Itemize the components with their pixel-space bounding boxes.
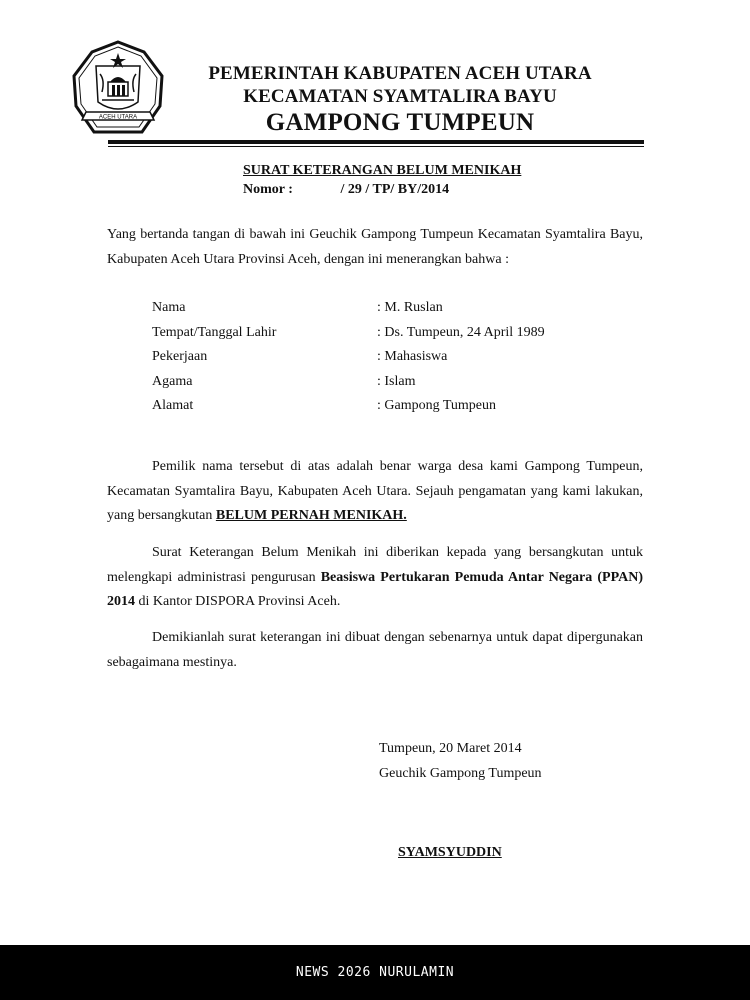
letterhead-village: GAMPONG TUMPEUN bbox=[265, 109, 535, 136]
statement-emphasis: BELUM PERNAH MENIKAH. bbox=[215, 508, 407, 523]
closing-paragraph: Demikianlah surat keterangan ini dibuat dengan sebenarnya untuk dapat dipergunakan sebagaimana mestinya. bbox=[107, 630, 643, 670]
signature-block bbox=[379, 736, 619, 786]
field-occupation bbox=[152, 345, 612, 370]
purpose-paragraph bbox=[107, 541, 643, 615]
field-value: : Ds. Tumpeun, 24 April 1989 bbox=[377, 324, 545, 340]
purpose-text-after: di Kantor DISPORA Provinsi Aceh. bbox=[135, 594, 341, 609]
field-label: Agama bbox=[152, 373, 193, 389]
letterhead-government: PEMERINTAH KABUPATEN ACEH UTARA bbox=[208, 63, 592, 84]
field-birth bbox=[152, 321, 612, 346]
intro-paragraph: Yang bertanda tangan di bawah ini Geuchik Gampong Tumpeun Kecamatan Syamtalira Bayu, Kabupaten Aceh Utara Provinsi Aceh, dengan ini menerangkan bahwa : bbox=[107, 227, 643, 267]
letterhead-divider-thick bbox=[108, 140, 644, 144]
footer-banner-text: NEWS 2026 NURULAMIN bbox=[295, 965, 455, 980]
document-number-label: Nomor : bbox=[243, 182, 293, 197]
letterhead bbox=[160, 62, 640, 138]
footer-banner bbox=[0, 945, 750, 1000]
document-number bbox=[243, 182, 449, 198]
field-religion bbox=[152, 370, 612, 395]
document-title: SURAT KETERANGAN BELUM MENIKAH bbox=[243, 163, 522, 178]
person-details bbox=[152, 296, 612, 419]
field-name bbox=[152, 296, 612, 321]
signer-name: SYAMSYUDDIN bbox=[398, 845, 502, 860]
statement-text: Pemilik nama tersebut di atas adalah benar warga desa kami Gampong Tumpeun, Kecamatan Syamtalira Bayu, Kabupaten Aceh Utara. Sejauh pengamatan yang kami lakukan, yang bersangkutan bbox=[107, 459, 643, 523]
field-label: Nama bbox=[152, 300, 186, 315]
field-label: Tempat/Tanggal Lahir bbox=[152, 324, 277, 340]
field-value: : Islam bbox=[377, 373, 416, 389]
field-address bbox=[152, 394, 612, 419]
signature-place-date: Tumpeun, 20 Maret 2014 bbox=[379, 741, 522, 756]
regency-emblem-icon bbox=[72, 40, 164, 140]
field-label: Alamat bbox=[152, 398, 194, 413]
emblem-ribbon-text: ACEH UTARA bbox=[98, 114, 138, 121]
field-value: : Mahasiswa bbox=[377, 349, 448, 364]
letterhead-district: KECAMATAN SYAMTALIRA BAYU bbox=[243, 86, 557, 107]
purpose-text-before: Surat Keterangan Belum Menikah ini diberikan kepada yang bersangkutan untuk melengkapi administrasi pengurusan bbox=[107, 545, 643, 585]
field-label: Pekerjaan bbox=[152, 349, 208, 364]
statement-paragraph bbox=[107, 455, 643, 529]
purpose-emphasis: Beasiswa Pertukaran Pemuda Antar Negara (PPAN) 2014 bbox=[107, 569, 643, 609]
letterhead-divider-thin bbox=[108, 146, 644, 147]
field-value: : Gampong Tumpeun bbox=[377, 398, 497, 413]
document-number-value: / 29 / TP/ BY/2014 bbox=[340, 182, 450, 197]
field-value: : M. Ruslan bbox=[377, 300, 443, 315]
signature-position: Geuchik Gampong Tumpeun bbox=[379, 766, 542, 781]
